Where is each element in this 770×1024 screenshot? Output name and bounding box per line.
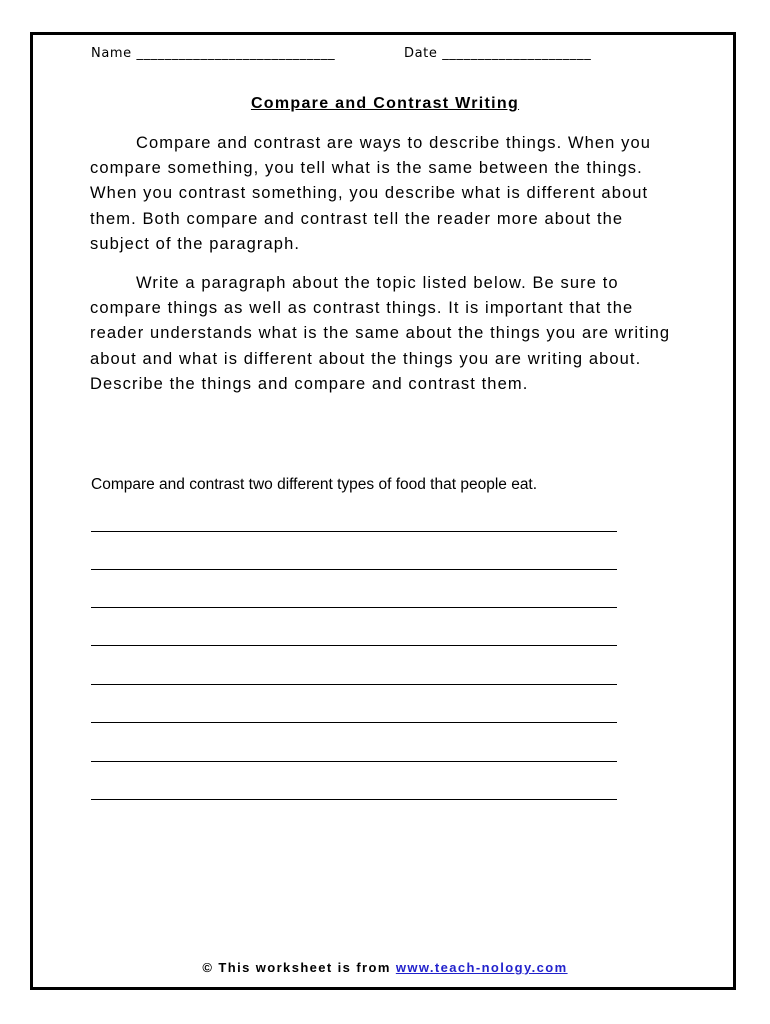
answer-line — [91, 799, 617, 800]
answer-line — [91, 645, 617, 646]
instruction-paragraph-2: Write a paragraph about the topic listed below. Be sure to compare things as well as contrast things. It is important that the reader understands what is the same about the things you are writing about and what is different about the things you are writing about. Describe the things and compare and contrast them. — [90, 274, 671, 393]
footer-text: © This worksheet is from — [202, 960, 396, 975]
name-field: Name ____________________________ — [91, 46, 336, 61]
footer-credit — [0, 960, 770, 975]
footer-link[interactable]: www.teach-nology.com — [395, 960, 568, 975]
answer-line — [91, 607, 617, 608]
instruction-paragraph-1: Compare and contrast are ways to describe things. When you compare something, you tell what is the same between the things. When you contrast something, you describe what is different about them. Both compare and contrast tell the reader more about the subject of the paragraph. — [90, 134, 652, 253]
answer-line — [91, 684, 617, 685]
writing-prompt: Compare and contrast two different types of food that people eat. — [91, 476, 538, 493]
worksheet-title: Compare and Contrast Writing — [250, 95, 520, 112]
answer-line — [91, 722, 617, 723]
answer-line — [91, 531, 617, 532]
answer-line — [91, 761, 617, 762]
date-field: Date _____________________ — [404, 46, 592, 61]
answer-line — [91, 569, 617, 570]
